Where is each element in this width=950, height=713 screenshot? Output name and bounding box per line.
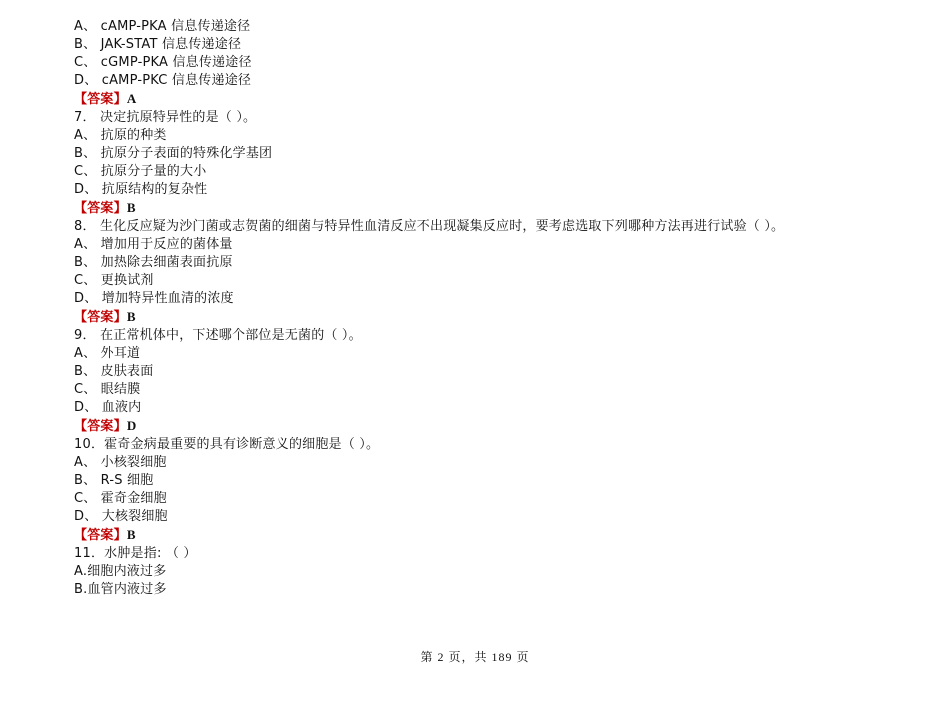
answer-option: B、 R-S 细胞	[74, 473, 154, 488]
answer-tag: 【答案】	[74, 419, 127, 434]
answer-line	[74, 199, 924, 218]
answer-value: B	[126, 200, 136, 215]
answer-option: B、 JAK-STAT 信息传递途径	[74, 37, 242, 52]
answer-option: D、 增加特异性血清的浓度	[74, 291, 234, 306]
answer-option: B、 皮肤表面	[74, 364, 154, 379]
answer-option: D、 cAMP-PKC 信息传递途径	[74, 73, 252, 88]
question-list	[74, 18, 924, 599]
answer-option: B、 加热除去细菌表面抗原	[74, 255, 233, 270]
answer-option: C、 更换试剂	[74, 273, 154, 288]
answer-tag: 【答案】	[74, 92, 127, 107]
answer-value: A	[126, 91, 137, 106]
answer-line	[74, 526, 924, 545]
answer-value: B	[126, 309, 136, 324]
answer-option: C、 cGMP-PKA 信息传递途径	[74, 55, 252, 70]
answer-line	[74, 90, 924, 109]
answer-option: D、 抗原结构的复杂性	[74, 182, 208, 197]
question-stem: 8． 生化反应疑为沙门菌或志贺菌的细菌与特异性血清反应不出现凝集反应时，要考虑选取下列哪种方法再进行试验（ ）。	[74, 219, 785, 234]
answer-option: C、 抗原分子量的大小	[74, 164, 207, 179]
answer-option: A、 外耳道	[74, 346, 141, 361]
answer-option: D、 大核裂细胞	[74, 509, 168, 524]
answer-line	[74, 417, 924, 436]
answer-option: A.细胞内液过多	[74, 564, 167, 579]
answer-tag: 【答案】	[74, 201, 127, 216]
answer-option: C、 眼结膜	[74, 382, 141, 397]
answer-option: A、 小核裂细胞	[74, 455, 167, 470]
answer-option: D、 血液内	[74, 400, 142, 415]
answer-option: B.血管内液过多	[74, 582, 167, 597]
answer-option: A、 cAMP-PKA 信息传递途径	[74, 19, 251, 34]
answer-value: D	[126, 418, 137, 433]
page-footer: 第 2 页，共 189 页	[420, 650, 530, 664]
question-stem: 10．霍奇金病最重要的具有诊断意义的细胞是（ ）。	[74, 437, 380, 452]
question-stem: 11．水肿是指: （ ）	[74, 546, 197, 561]
answer-option: C、 霍奇金细胞	[74, 491, 167, 506]
answer-option: B、 抗原分子表面的特殊化学基团	[74, 146, 273, 161]
answer-value: B	[126, 527, 136, 542]
answer-tag: 【答案】	[74, 310, 127, 325]
answer-option: A、 增加用于反应的菌体量	[74, 237, 233, 252]
answer-option: A、 抗原的种类	[74, 128, 167, 143]
question-stem: 9． 在正常机体中，下述哪个部位是无菌的（ ）。	[74, 328, 362, 343]
answer-tag: 【答案】	[74, 528, 127, 543]
answer-line	[74, 308, 924, 327]
question-stem: 7． 决定抗原特异性的是（ ）。	[74, 110, 257, 125]
